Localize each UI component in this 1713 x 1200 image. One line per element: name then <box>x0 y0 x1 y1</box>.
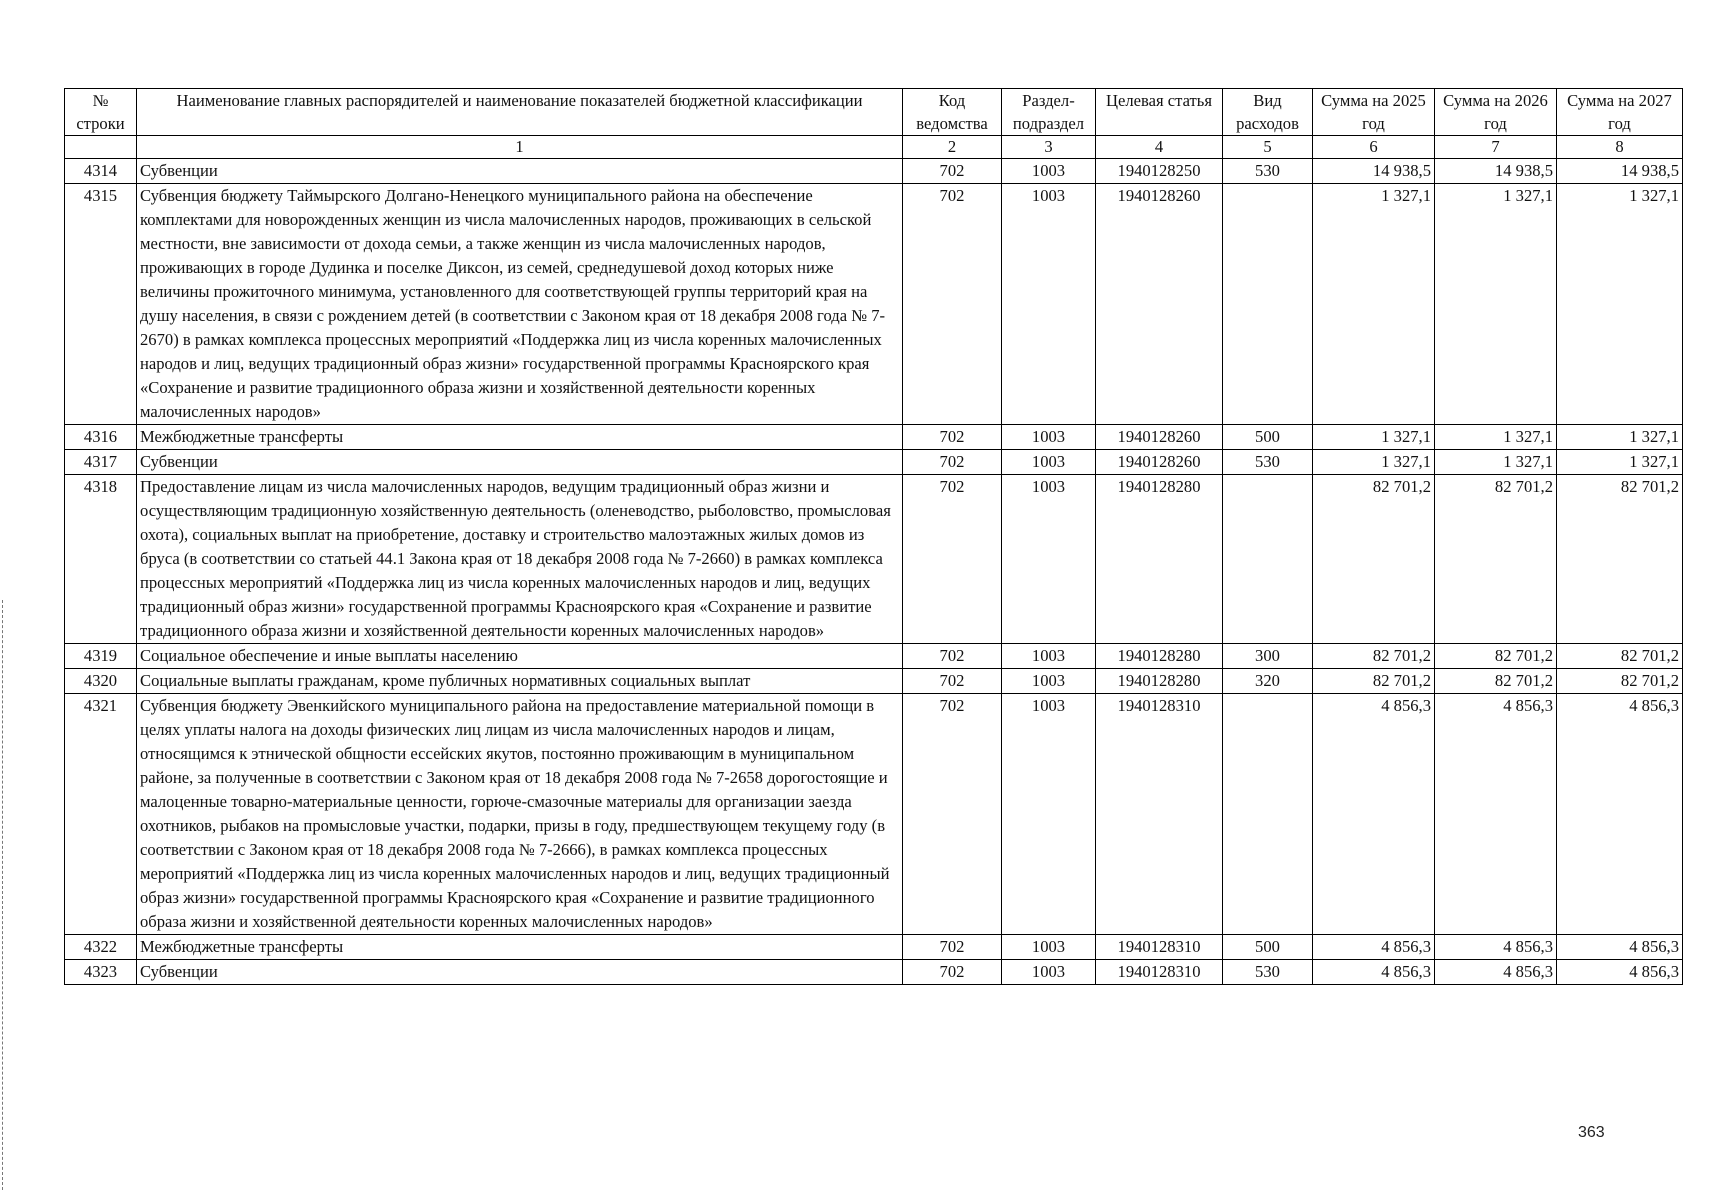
target-item: 1940128280 <box>1096 475 1223 644</box>
table-body <box>65 159 1683 985</box>
table-row <box>65 694 1683 935</box>
target-item: 1940128310 <box>1096 960 1223 985</box>
department-code: 702 <box>903 425 1002 450</box>
expense-kind: 530 <box>1223 960 1313 985</box>
page-number: 363 <box>1578 1124 1605 1141</box>
section-code: 1003 <box>1002 184 1096 425</box>
header-sum-2027: Сумма на 2027 год <box>1557 89 1683 136</box>
target-item: 1940128250 <box>1096 159 1223 184</box>
sum-2025: 4 856,3 <box>1313 694 1435 935</box>
department-code: 702 <box>903 159 1002 184</box>
column-number: 1 <box>137 136 903 159</box>
row-number: 4321 <box>65 694 137 935</box>
department-code: 702 <box>903 669 1002 694</box>
sum-2027: 1 327,1 <box>1557 425 1683 450</box>
sum-2025: 82 701,2 <box>1313 669 1435 694</box>
target-item: 1940128280 <box>1096 669 1223 694</box>
row-name: Межбюджетные трансферты <box>137 935 903 960</box>
row-number: 4320 <box>65 669 137 694</box>
table-row <box>65 960 1683 985</box>
section-code: 1003 <box>1002 644 1096 669</box>
section-code: 1003 <box>1002 694 1096 935</box>
column-number-blank <box>65 136 137 159</box>
header-sum-2025: Сумма на 2025 год <box>1313 89 1435 136</box>
target-item: 1940128260 <box>1096 450 1223 475</box>
section-code: 1003 <box>1002 935 1096 960</box>
sum-2025: 82 701,2 <box>1313 644 1435 669</box>
header-row <box>65 89 1683 136</box>
row-number: 4316 <box>65 425 137 450</box>
expense-kind: 530 <box>1223 450 1313 475</box>
expense-kind <box>1223 184 1313 425</box>
department-code: 702 <box>903 694 1002 935</box>
sum-2027: 1 327,1 <box>1557 184 1683 425</box>
sum-2025: 4 856,3 <box>1313 935 1435 960</box>
sum-2027: 14 938,5 <box>1557 159 1683 184</box>
expense-kind: 500 <box>1223 425 1313 450</box>
column-number: 3 <box>1002 136 1096 159</box>
column-number: 8 <box>1557 136 1683 159</box>
sum-2026: 4 856,3 <box>1435 935 1557 960</box>
scan-margin-mark <box>2 600 4 1190</box>
target-item: 1940128260 <box>1096 184 1223 425</box>
header-target-item: Целевая статья <box>1096 89 1223 136</box>
table-row <box>65 935 1683 960</box>
row-number: 4318 <box>65 475 137 644</box>
table-row <box>65 450 1683 475</box>
expense-kind: 300 <box>1223 644 1313 669</box>
department-code: 702 <box>903 450 1002 475</box>
header-department-code: Код ведомства <box>903 89 1002 136</box>
table-row <box>65 425 1683 450</box>
table-row <box>65 475 1683 644</box>
sum-2025: 14 938,5 <box>1313 159 1435 184</box>
sum-2025: 1 327,1 <box>1313 184 1435 425</box>
row-name: Социальное обеспечение и иные выплаты населению <box>137 644 903 669</box>
row-name: Субвенции <box>137 159 903 184</box>
column-number: 5 <box>1223 136 1313 159</box>
expense-kind: 530 <box>1223 159 1313 184</box>
sum-2025: 4 856,3 <box>1313 960 1435 985</box>
expense-kind: 320 <box>1223 669 1313 694</box>
target-item: 1940128310 <box>1096 694 1223 935</box>
header-name: Наименование главных распорядителей и наименование показателей бюджетной классификации <box>137 89 903 136</box>
department-code: 702 <box>903 935 1002 960</box>
sum-2027: 1 327,1 <box>1557 450 1683 475</box>
sum-2026: 1 327,1 <box>1435 450 1557 475</box>
sum-2026: 82 701,2 <box>1435 475 1557 644</box>
column-number: 2 <box>903 136 1002 159</box>
section-code: 1003 <box>1002 960 1096 985</box>
sum-2027: 82 701,2 <box>1557 644 1683 669</box>
budget-table <box>64 88 1683 985</box>
sum-2027: 4 856,3 <box>1557 935 1683 960</box>
row-name: Субвенции <box>137 960 903 985</box>
section-code: 1003 <box>1002 669 1096 694</box>
target-item: 1940128280 <box>1096 644 1223 669</box>
sum-2026: 14 938,5 <box>1435 159 1557 184</box>
sum-2026: 4 856,3 <box>1435 694 1557 935</box>
header-section: Раздел-подраздел <box>1002 89 1096 136</box>
department-code: 702 <box>903 475 1002 644</box>
table-row <box>65 644 1683 669</box>
row-name: Межбюджетные трансферты <box>137 425 903 450</box>
sum-2026: 82 701,2 <box>1435 669 1557 694</box>
sum-2027: 4 856,3 <box>1557 694 1683 935</box>
table-row <box>65 159 1683 184</box>
row-name: Субвенции <box>137 450 903 475</box>
column-number: 4 <box>1096 136 1223 159</box>
expense-kind <box>1223 475 1313 644</box>
row-number: 4317 <box>65 450 137 475</box>
row-number: 4323 <box>65 960 137 985</box>
section-code: 1003 <box>1002 159 1096 184</box>
header-sum-2026: Сумма на 2026 год <box>1435 89 1557 136</box>
expense-kind <box>1223 694 1313 935</box>
sum-2026: 1 327,1 <box>1435 184 1557 425</box>
row-number: 4315 <box>65 184 137 425</box>
row-name: Субвенция бюджету Эвенкийского муниципального района на предоставление материальной помощи в целях уплаты налога на доходы физических лиц лицам из числа малочисленных народов и лицам, относящимся к этнической общности ессейских якутов, постоянно проживающим в муниципальном районе, за полученные в соответствии с Законом края от 18 декабря 2008 года № 7-2658 дорогостоящие и малоценные товарно-материальные ценности, горюче-смазочные материалы для организации заезда охотников, рыбаков на промысловые участки, подарки, призы в году, предшествующем текущему году (в соответствии с Законом края от 18 декабря 2008 года № 7-2666), в рамках комплекса процессных мероприятий «Поддержка лиц из числа коренных малочисленных народов и лиц, ведущих традиционный образ жизни» государственной программы Красноярского края «Сохранение и развитие традиционного образа жизни и хозяйственной деятельности коренных малочисленных народов» <box>137 694 903 935</box>
department-code: 702 <box>903 644 1002 669</box>
sum-2025: 1 327,1 <box>1313 450 1435 475</box>
row-number: 4314 <box>65 159 137 184</box>
sum-2026: 1 327,1 <box>1435 425 1557 450</box>
sum-2027: 82 701,2 <box>1557 475 1683 644</box>
sum-2027: 82 701,2 <box>1557 669 1683 694</box>
department-code: 702 <box>903 184 1002 425</box>
header-row-number: № строки <box>65 89 137 136</box>
target-item: 1940128310 <box>1096 935 1223 960</box>
header-expense-kind: Вид расходов <box>1223 89 1313 136</box>
section-code: 1003 <box>1002 475 1096 644</box>
row-number: 4319 <box>65 644 137 669</box>
sum-2025: 1 327,1 <box>1313 425 1435 450</box>
section-code: 1003 <box>1002 450 1096 475</box>
sum-2026: 82 701,2 <box>1435 644 1557 669</box>
department-code: 702 <box>903 960 1002 985</box>
row-name: Социальные выплаты гражданам, кроме публичных нормативных социальных выплат <box>137 669 903 694</box>
table-row <box>65 184 1683 425</box>
column-number-row <box>65 136 1683 159</box>
column-number: 7 <box>1435 136 1557 159</box>
column-number: 6 <box>1313 136 1435 159</box>
expense-kind: 500 <box>1223 935 1313 960</box>
sum-2027: 4 856,3 <box>1557 960 1683 985</box>
target-item: 1940128260 <box>1096 425 1223 450</box>
section-code: 1003 <box>1002 425 1096 450</box>
sum-2026: 4 856,3 <box>1435 960 1557 985</box>
row-number: 4322 <box>65 935 137 960</box>
row-name: Субвенция бюджету Таймырского Долгано-Ненецкого муниципального района на обеспечение комплектами для новорожденных женщин из числа малочисленных народов, проживающих в сельской местности, вне зависимости от дохода семьи, а также женщин из числа малочисленных народов, проживающих в городе Дудинка и поселке Диксон, из семей, среднедушевой доход которых ниже величины прожиточного минимума, установленного для соответствующей группы территорий края на душу населения, в связи с рождением детей (в соответствии с Законом края от 18 декабря 2008 года № 7-2670) в рамках комплекса процессных мероприятий «Поддержка лиц из числа коренных малочисленных народов и лиц, ведущих традиционный образ жизни» государственной программы Красноярского края «Сохранение и развитие традиционного образа жизни и хозяйственной деятельности коренных малочисленных народов» <box>137 184 903 425</box>
table-row <box>65 669 1683 694</box>
sum-2025: 82 701,2 <box>1313 475 1435 644</box>
row-name: Предоставление лицам из числа малочисленных народов, ведущим традиционный образ жизни и осуществляющим традиционную хозяйственную деятельность (оленеводство, рыболовство, промысловая охота), социальных выплат на приобретение, доставку и строительство малоэтажных жилых домов из бруса (в соответствии со статьей 44.1 Закона края от 18 декабря 2008 года № 7-2660) в рамках комплекса процессных мероприятий «Поддержка лиц из числа коренных малочисленных народов и лиц, ведущих традиционный образ жизни» государственной программы Красноярского края «Сохранение и развитие традиционного образа жизни и хозяйственной деятельности коренных малочисленных народов» <box>137 475 903 644</box>
